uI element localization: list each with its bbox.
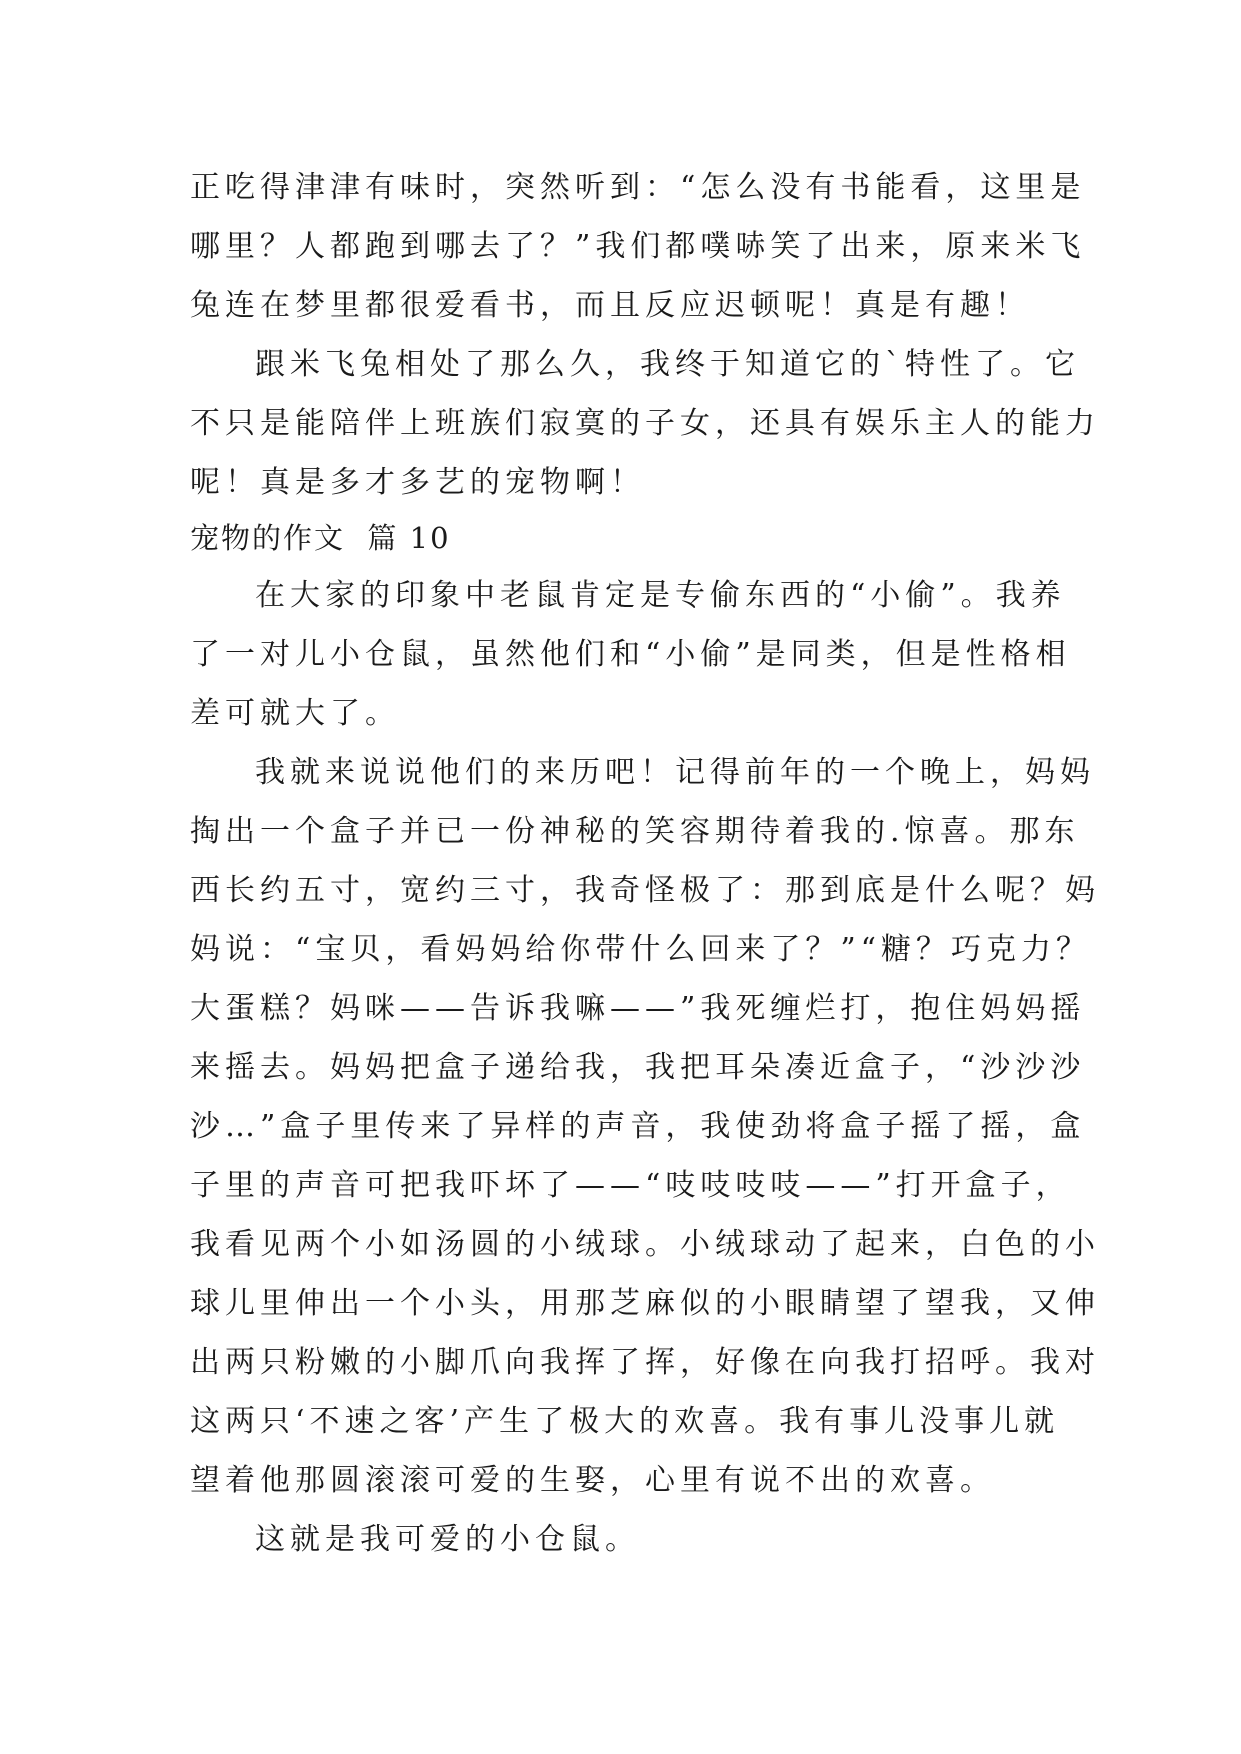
text-line: 西长约五寸，宽约三寸，我奇怪极了：那到底是什么呢？妈: [190, 873, 1100, 908]
section-heading: 宠物的作文 篇 10: [190, 521, 451, 555]
text-line: 掏出一个盒子并已一份神秘的笑容期待着我的.惊喜。那东: [190, 814, 1080, 849]
text-line: 不只是能陪伴上班族们寂寞的子女，还具有娱乐主人的能力: [190, 406, 1100, 441]
text-line: 来摇去。妈妈把盒子递给我，我把耳朵凑近盒子，“沙沙沙: [190, 1050, 1086, 1085]
text-line: 子里的声音可把我吓坏了——“吱吱吱吱——”打开盒子，: [190, 1168, 1071, 1203]
text-line: 球儿里伸出一个小头，用那芝麻似的小眼睛望了望我，又伸: [190, 1286, 1100, 1321]
text-line: 兔连在梦里都很爱看书，而且反应迟顿呢！真是有趣！: [190, 288, 1030, 323]
text-line: 了一对儿小仓鼠，虽然他们和“小偷”是同类，但是性格相: [190, 637, 1071, 672]
text-line: 正吃得津津有味时，突然听到：“怎么没有书能看，这里是: [190, 170, 1086, 205]
text-line: 望着他那圆滚滚可爱的生娶，心里有说不出的欢喜。: [190, 1463, 995, 1498]
text-line: 大蛋糕？妈咪——告诉我嘛——”我死缠烂打，抱住妈妈摇: [190, 991, 1086, 1026]
paragraph: [190, 566, 1071, 743]
text-line: 妈说：“宝贝，看妈妈给你带什么回来了？”“糖？巧克力？: [190, 932, 1092, 967]
text-line: 哪里？人都跑到哪去了？”我们都噗哧笑了出来，原来米飞: [190, 229, 1086, 264]
text-line: 我看见两个小如汤圆的小绒球。小绒球动了起来，白色的小: [190, 1227, 1100, 1262]
text-line: 差可就大了。: [190, 696, 400, 731]
paragraph: [190, 335, 1100, 512]
paragraph: [190, 1510, 1060, 1569]
document-body: [190, 158, 1100, 1569]
text-line: 我就来说说他们的来历吧！记得前年的一个晚上，妈妈: [255, 755, 1095, 790]
text-line: 这就是我可爱的小仓鼠。: [255, 1522, 640, 1557]
text-line: 在大家的印象中老鼠肯定是专偷东西的“小偷”。我养: [255, 578, 1066, 613]
text-line: 出两只粉嫩的小脚爪向我挥了挥，好像在向我打招呼。我对: [190, 1345, 1100, 1380]
text-line: 跟米飞兔相处了那么久，我终于知道它的`特性了。它: [255, 347, 1080, 382]
paragraph: [190, 158, 1086, 335]
text-line: 这两只‘不速之客’产生了极大的欢喜。我有事儿没事儿就: [190, 1404, 1060, 1439]
text-line: 呢！真是多才多艺的宠物啊！: [190, 465, 645, 500]
paragraph: [190, 743, 1100, 1510]
text-line: 沙…”盒子里传来了异样的声音，我使劲将盒子摇了摇，盒: [190, 1109, 1086, 1144]
